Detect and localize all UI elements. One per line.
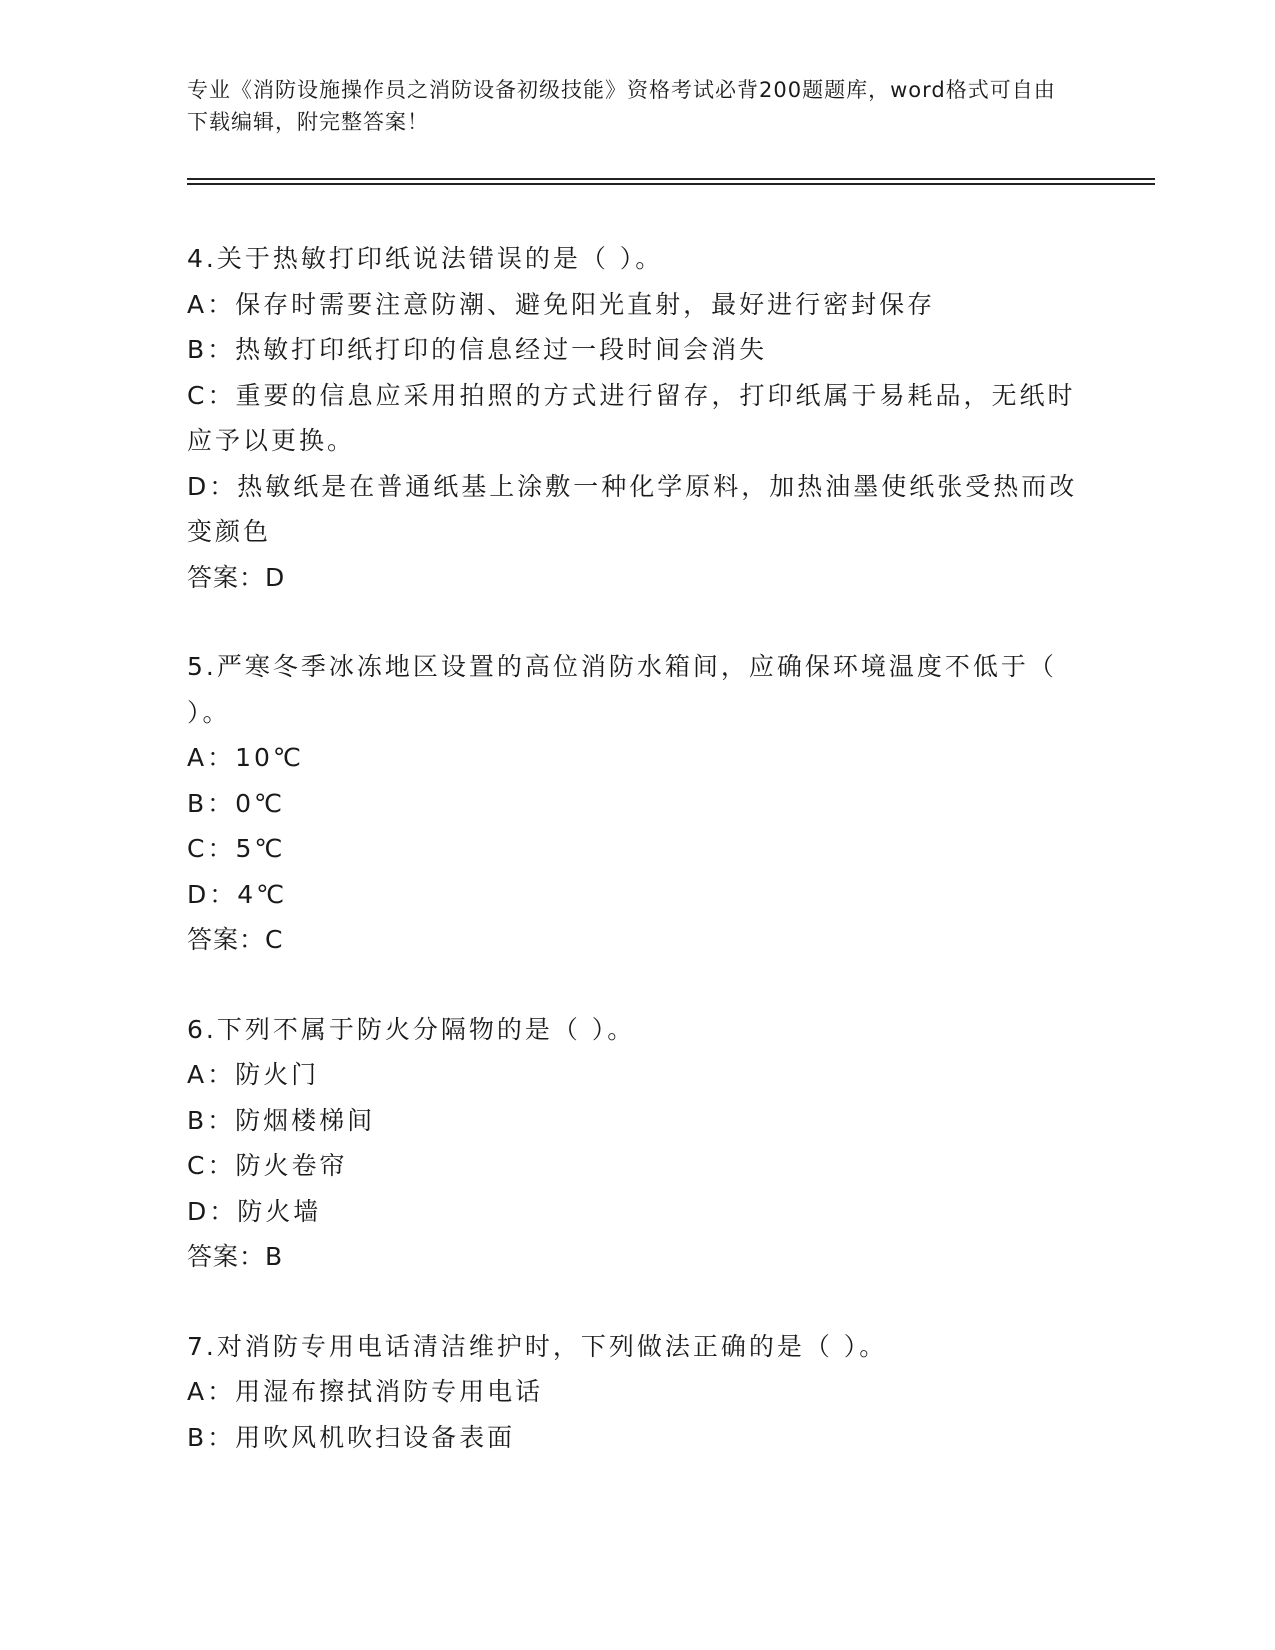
option-d: D：防火墙 [187,1196,322,1226]
header-divider-bottom [187,183,1155,185]
question-list [187,236,1087,1504]
question-4 [187,236,1087,600]
question-stem: 7.对消防专用电话清洁维护时，下列做法正确的是（ ）。 [187,1331,888,1361]
question-7 [187,1324,1087,1461]
option-c: C：5℃ [187,834,286,863]
header-divider-top [187,178,1155,180]
question-stem: 6.下列不属于防火分隔物的是（ ）。 [187,1014,636,1044]
option-c: C：防火卷帘 [187,1151,348,1180]
answer: 答案：C [187,925,284,954]
option-c: C：重要的信息应采用拍照的方式进行留存，打印纸属于易耗品，无纸时应予以更换。 [187,380,1076,455]
option-a: A：10℃ [187,743,304,772]
option-b: B：防烟楼梯间 [187,1105,376,1135]
question-6 [187,1007,1087,1280]
answer: 答案：B [187,1242,284,1271]
option-b: B：用吹风机吹扫设备表面 [187,1422,516,1452]
question-5 [187,644,1087,963]
option-d: D：4℃ [187,879,288,909]
question-stem: 4.关于热敏打印纸说法错误的是（ ）。 [187,244,664,273]
question-stem: 5.严寒冬季冰冻地区设置的高位消防水箱间，应确保环境温度不低于（ ）。 [187,652,1057,727]
option-a: A：防火门 [187,1060,320,1089]
option-a: A：用湿布擦拭消防专用电话 [187,1377,544,1406]
option-a: A：保存时需要注意防潮、避免阳光直射，最好进行密封保存 [187,289,936,319]
option-d: D：热敏纸是在普通纸基上涂敷一种化学原料，加热油墨使纸张受热而改变颜色 [187,471,1078,546]
option-b: B：热敏打印纸打印的信息经过一段时间会消失 [187,335,768,364]
document-header: 专业《消防设施操作员之消防设备初级技能》资格考试必背200题题库，word格式可自由下载编辑，附完整答案！ [187,78,1056,134]
option-b: B：0℃ [187,788,286,818]
answer: 答案：D [187,562,286,592]
